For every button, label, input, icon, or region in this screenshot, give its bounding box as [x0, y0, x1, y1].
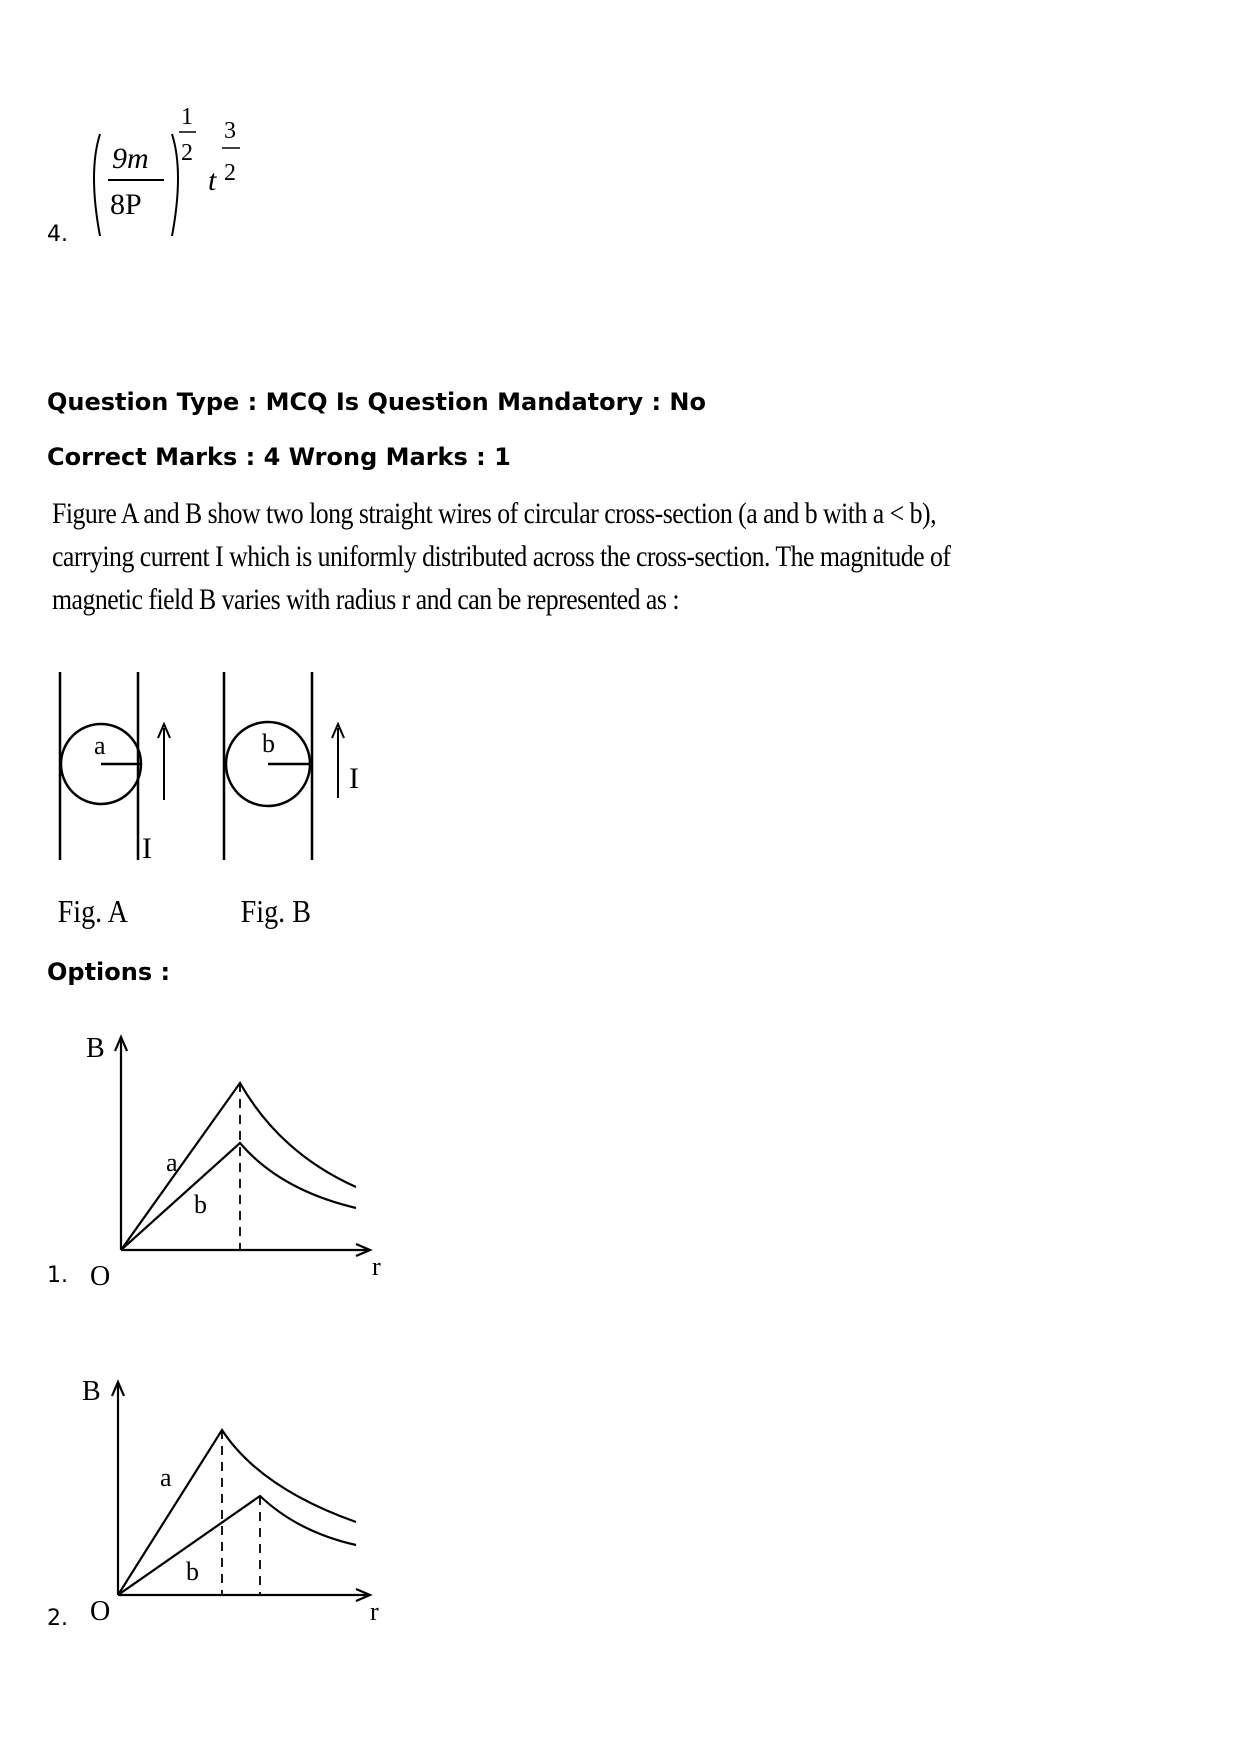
option-1-curve-b — [121, 1143, 356, 1250]
question-text — [52, 492, 951, 621]
option-2-number: 2. — [47, 1606, 68, 1631]
option-1-curve-a — [121, 1083, 356, 1250]
option-1-number: 1. — [47, 1263, 68, 1288]
option-4-number: 4. — [47, 222, 68, 247]
question-line-3: magnetic field B varies with radius r and can be represented as : — [52, 583, 679, 616]
outer-exponent-denominator: 2 — [181, 140, 193, 166]
formula-t: t — [208, 164, 217, 197]
fig-a-current-label: I — [142, 832, 152, 865]
t-exponent-numerator: 3 — [224, 118, 236, 144]
fig-a — [58, 672, 170, 929]
option-1-y-axis-label: B — [86, 1033, 105, 1064]
formula-denominator: 8P — [110, 188, 142, 221]
option-2-curve-b-label: b — [186, 1557, 199, 1586]
option-2-origin-label: O — [90, 1596, 111, 1627]
question-line-1: Figure A and B show two long straight wires of circular cross-section (a and b with a < b), — [52, 497, 937, 530]
options-label: Options : — [47, 958, 171, 986]
option-2-x-axis-label: r — [370, 1597, 379, 1626]
option-4-formula — [84, 96, 264, 246]
fig-b — [224, 672, 359, 929]
fig-b-radius-label: b — [262, 729, 275, 758]
formula-numerator: 9m — [112, 142, 149, 175]
t-exponent-denominator: 2 — [224, 160, 236, 186]
marks-line: Correct Marks : 4 Wrong Marks : 1 — [47, 443, 511, 471]
fig-a-radius-label: a — [94, 731, 106, 760]
option-1-origin-label: O — [90, 1261, 111, 1292]
option-1-x-axis-label: r — [372, 1252, 381, 1281]
wire-figures — [40, 660, 380, 940]
option-2-y-axis-label: B — [82, 1376, 101, 1407]
option-2-curve-b — [118, 1496, 356, 1595]
option-2-curve-a-label: a — [160, 1463, 172, 1492]
fig-a-caption: Fig. A — [57, 893, 128, 930]
question-type-line: Question Type : MCQ Is Question Mandatory : No — [47, 388, 706, 416]
fig-b-current-label: I — [349, 762, 359, 795]
option-2-graph — [80, 1370, 400, 1640]
option-1-curve-b-label: b — [194, 1190, 207, 1219]
fig-b-caption: Fig. B — [240, 893, 312, 930]
question-line-2: carrying current I which is uniformly distributed across the cross-section. The magnitude of — [52, 540, 951, 573]
option-1-graph — [80, 1025, 400, 1295]
option-1-curve-a-label: a — [166, 1148, 178, 1177]
outer-exponent-numerator: 1 — [181, 104, 193, 130]
